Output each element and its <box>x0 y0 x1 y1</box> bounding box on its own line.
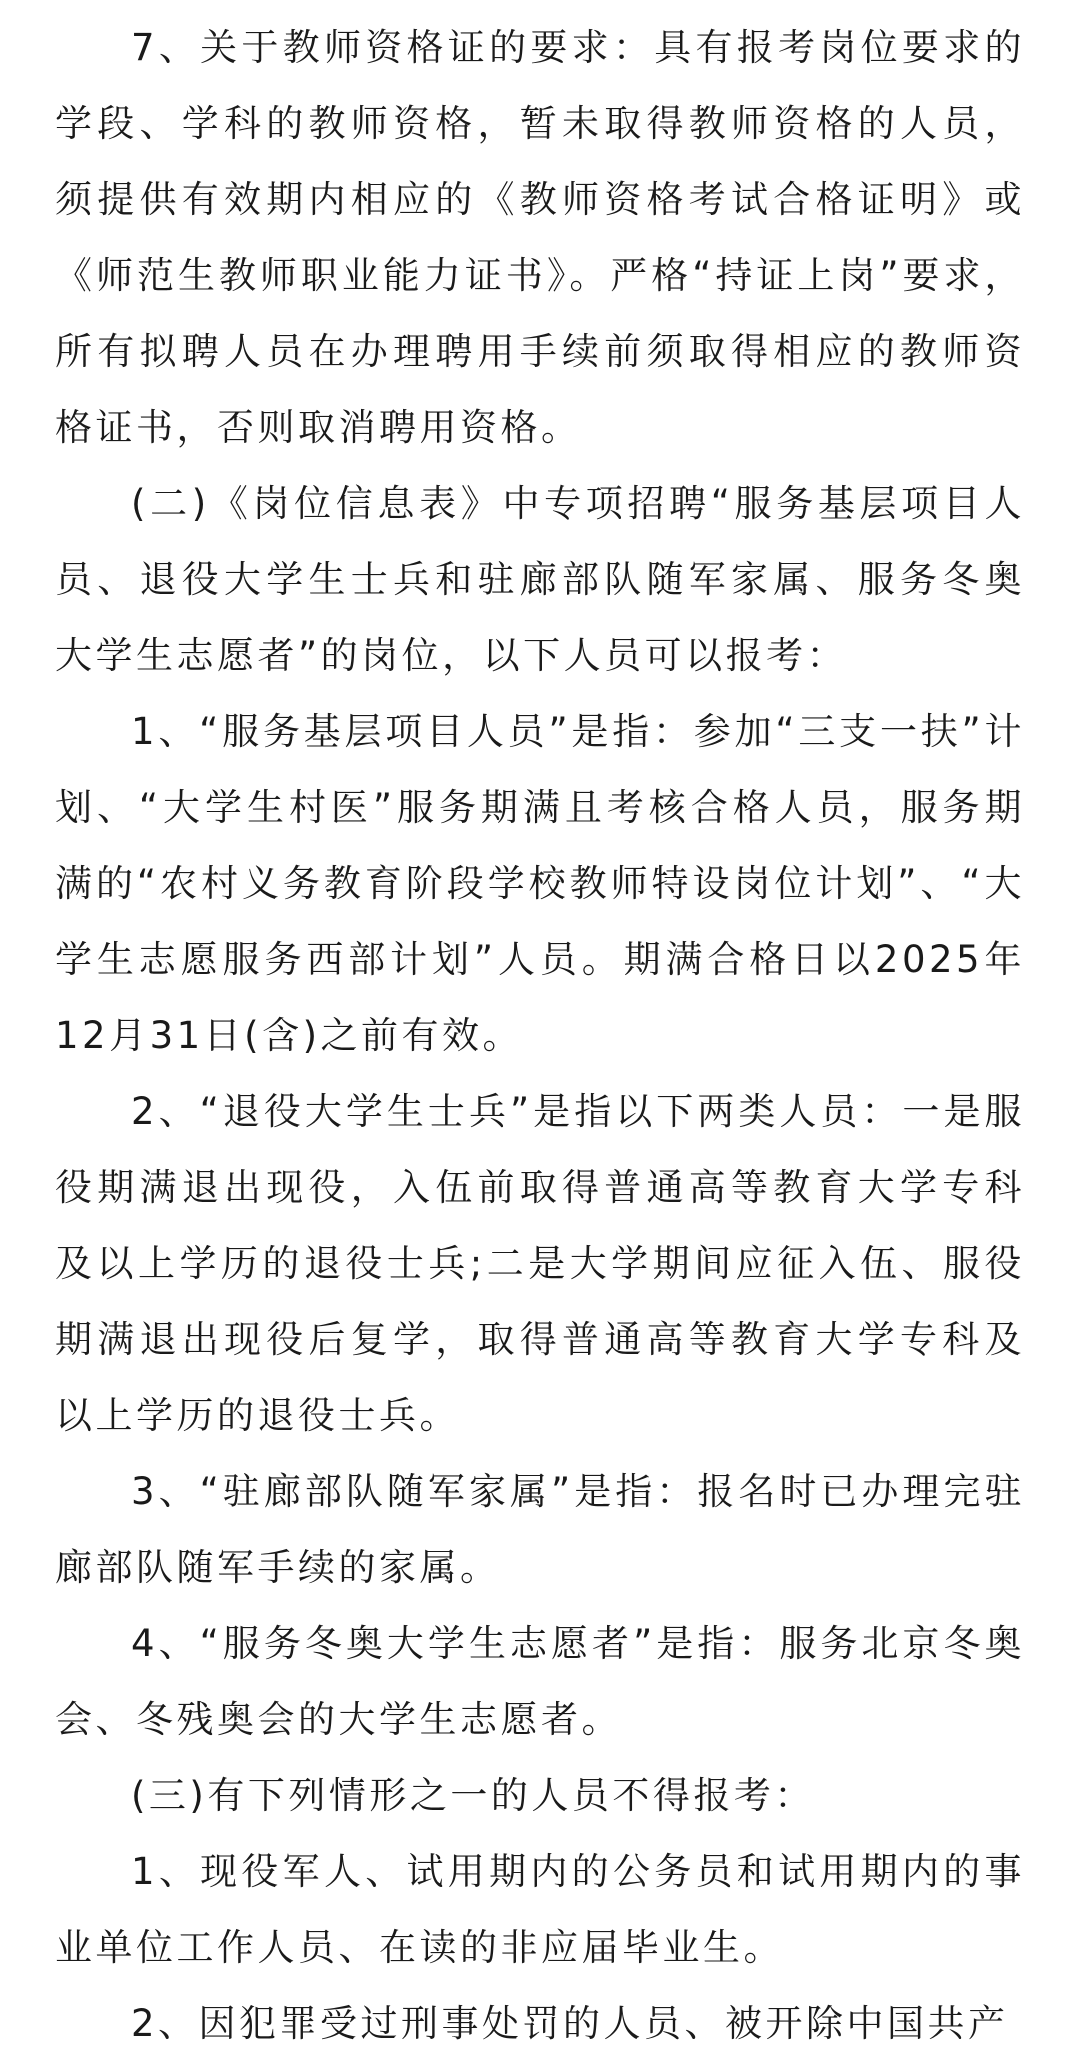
paragraph-section-two: (二)《岗位信息表》中专项招聘“服务基层项目人员、退役大学生士兵和驻廊部队随军家属、服务冬奥大学生志愿者”的岗位，以下人员可以报考： <box>55 482 1025 677</box>
paragraph-grassroots-staff: 1、“服务基层项目人员”是指：参加“三支一扶”计划、“大学生村医”服务期满且考核合格人员，服务期满的“农村义务教育阶段学校教师特设岗位计划”、“大学生志愿服务西部计划”人员。期满合格日以2025年12月31日(含)之前有效。 <box>55 710 1025 1057</box>
paragraph-exclusion-one: 1、现役军人、试用期内的公务员和试用期内的事业单位工作人员、在读的非应届毕业生。 <box>55 1850 1025 1969</box>
paragraph-exclusion-two: 2、因犯罪受过刑事处罚的人员、被开除中国共产 <box>131 2002 1009 2045</box>
article-body <box>55 10 1025 2062</box>
paragraph-military-families: 3、“驻廊部队随军家属”是指：报名时已办理完驻廊部队随军手续的家属。 <box>55 1470 1025 1589</box>
paragraph-teacher-cert: 7、关于教师资格证的要求：具有报考岗位要求的学段、学科的教师资格，暂未取得教师资格的人员，须提供有效期内相应的《教师资格考试合格证明》或《师范生教师职业能力证书》。严格“持证上岗”要求，所有拟聘人员在办理聘用手续前须取得相应的教师资格证书，否则取消聘用资格。 <box>55 26 1025 449</box>
paragraph-olympic-volunteers: 4、“服务冬奥大学生志愿者”是指：服务北京冬奥会、冬残奥会的大学生志愿者。 <box>55 1622 1025 1741</box>
paragraph-veteran-students: 2、“退役大学生士兵”是指以下两类人员：一是服役期满退出现役，入伍前取得普通高等教育大学专科及以上学历的退役士兵;二是大学期间应征入伍、服役期满退出现役后复学，取得普通高等教育大学专科及以上学历的退役士兵。 <box>55 1090 1025 1437</box>
paragraph-section-three: (三)有下列情形之一的人员不得报考： <box>131 1774 815 1817</box>
